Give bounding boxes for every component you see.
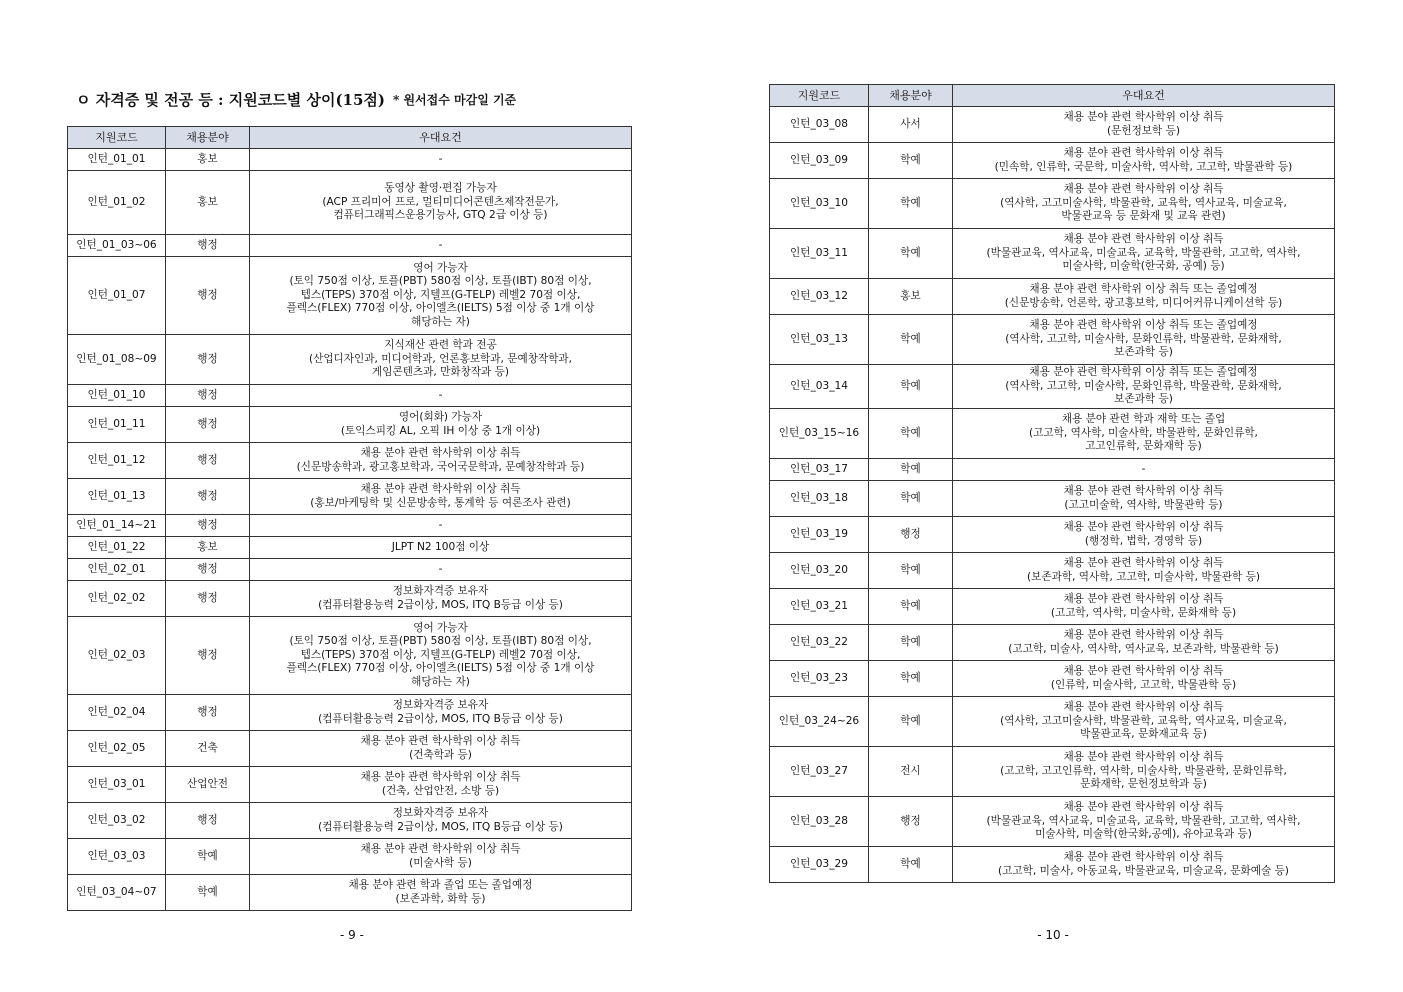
row-code: 인턴_03_12	[770, 279, 869, 315]
row-requirements: 정보화자격증 보유자 (컴퓨터활용능력 2급이상, MOS, ITQ B등급 이상 등)	[250, 695, 632, 731]
table-row	[770, 279, 1335, 315]
row-code: 인턴_01_14~21	[68, 515, 166, 537]
table-row	[770, 797, 1335, 847]
table-row	[770, 553, 1335, 589]
table-row	[770, 481, 1335, 517]
table-row	[68, 335, 632, 385]
row-field: 행정	[166, 335, 250, 385]
row-requirements: -	[250, 385, 632, 407]
table-row	[770, 747, 1335, 797]
row-code: 인턴_01_01	[68, 149, 166, 171]
row-code: 인턴_01_10	[68, 385, 166, 407]
row-requirements: 정보화자격증 보유자 (컴퓨터활용능력 2급이상, MOS, ITQ B등급 이상 등)	[250, 803, 632, 839]
row-field: 행정	[166, 443, 250, 479]
row-requirements: JLPT N2 100점 이상	[250, 537, 632, 559]
table-row	[770, 143, 1335, 179]
table-row	[770, 315, 1335, 365]
row-field: 행정	[166, 803, 250, 839]
row-field: 학예	[869, 409, 953, 459]
table-row	[68, 407, 632, 443]
row-field: 학예	[869, 315, 953, 365]
row-requirements: 채용 분야 관련 학사학위 이상 취득 (고고학, 미술사, 아동교육, 박물관교육, 미술교육, 문화예술 등)	[953, 847, 1335, 883]
row-requirements: 채용 분야 관련 학사학위 이상 취득 또는 졸업예정 (신문방송학, 언론학, 광고홍보학, 미디어커뮤니케이션학 등)	[953, 279, 1335, 315]
page-10	[701, 0, 1403, 992]
header-requirements: 우대요건	[250, 127, 632, 149]
row-requirements: 채용 분야 관련 학사학위 이상 취득 (박물관교육, 역사교육, 미술교육, 교육학, 박물관학, 고고학, 역사학, 미술사학, 미술학(한국화, 공예) 등)	[953, 229, 1335, 279]
row-requirements: 채용 분야 관련 학사학위 이상 취득 (인류학, 미술사학, 고고학, 박물관학 등)	[953, 661, 1335, 697]
row-field: 행정	[869, 517, 953, 553]
table-row	[68, 581, 632, 617]
row-requirements: 채용 분야 관련 학사학위 이상 취득 (건축학과 등)	[250, 731, 632, 767]
row-code: 인턴_03_04~07	[68, 875, 166, 911]
row-requirements: 채용 분야 관련 학사학위 이상 취득 또는 졸업예정 (역사학, 고고학, 미술사학, 문화인류학, 박물관학, 문화재학, 보존과학 등)	[953, 365, 1335, 409]
header-field: 채용분야	[166, 127, 250, 149]
row-code: 인턴_03_03	[68, 839, 166, 875]
table-row	[68, 479, 632, 515]
row-code: 인턴_03_29	[770, 847, 869, 883]
table-row	[68, 235, 632, 257]
row-field: 학예	[166, 875, 250, 911]
table-row	[770, 409, 1335, 459]
row-field: 학예	[869, 625, 953, 661]
table-row	[68, 839, 632, 875]
preference-table-right	[769, 84, 1335, 883]
row-requirements: 채용 분야 관련 학사학위 이상 취득 (역사학, 고고미술사학, 박물관학, 교육학, 역사교육, 미술교육, 박물관교육, 문화재교육 등)	[953, 697, 1335, 747]
table-row	[770, 365, 1335, 409]
row-code: 인턴_01_22	[68, 537, 166, 559]
row-field: 행정	[166, 695, 250, 731]
table-row	[68, 149, 632, 171]
row-requirements: 채용 분야 관련 학사학위 이상 취득 (고고학, 미술사, 역사학, 역사교육, 보존과학, 박물관학 등)	[953, 625, 1335, 661]
row-code: 인턴_03_24~26	[770, 697, 869, 747]
row-requirements: 채용 분야 관련 학사학위 이상 취득 (고고학, 고고인류학, 역사학, 미술사학, 박물관학, 문화인류학, 문화재학, 문헌정보학과 등)	[953, 747, 1335, 797]
row-requirements: 채용 분야 관련 학사학위 이상 취득 (홍보/마케팅학 및 신문방송학, 통계학 등 여론조사 관련)	[250, 479, 632, 515]
row-requirements: 채용 분야 관련 학사학위 이상 취득 (역사학, 고고미술사학, 박물관학, 교육학, 역사교육, 미술교육, 박물관교육 등 문화재 및 교육 관련)	[953, 179, 1335, 229]
row-requirements: 동영상 촬영·편집 가능자 (ACP 프리미어 프로, 멀티미디어콘텐츠제작전문가, 컴퓨터그래픽스운용기능사, GTQ 2급 이상 등)	[250, 171, 632, 235]
table-row	[68, 171, 632, 235]
row-requirements: 채용 분야 관련 학과 재학 또는 졸업 (고고학, 역사학, 미술사학, 박물관학, 문화인류학, 고고인류학, 문화재학 등)	[953, 409, 1335, 459]
row-requirements: 지식재산 관련 학과 전공 (산업디자인과, 미디어학과, 언론홍보학과, 문예창작학과, 게임콘텐츠과, 만화창작과 등)	[250, 335, 632, 385]
row-requirements: 채용 분야 관련 학사학위 이상 취득 또는 졸업예정 (역사학, 고고학, 미술사학, 문화인류학, 박물관학, 문화재학, 보존과학 등)	[953, 315, 1335, 365]
row-code: 인턴_01_08~09	[68, 335, 166, 385]
header-field: 채용분야	[869, 85, 953, 107]
row-requirements: 채용 분야 관련 학사학위 이상 취득 (보존과학, 역사학, 고고학, 미술사학, 박물관학 등)	[953, 553, 1335, 589]
table-row	[770, 517, 1335, 553]
table-row	[68, 443, 632, 479]
table-row	[770, 179, 1335, 229]
row-field: 행정	[166, 581, 250, 617]
row-code: 인턴_03_08	[770, 107, 869, 143]
row-requirements: 영어 가능자 (토익 750점 이상, 토플(PBT) 580점 이상, 토플(IBT) 80점 이상, 텝스(TEPS) 370점 이상, 지텔프(G-TELP) 레벨2 70점 이상, 플렉스(FLEX) 770점 이상, 아이엘츠(IELTS) 5점 이상 중 1개 이상 해당하는 자)	[250, 617, 632, 695]
preference-table-left	[67, 126, 632, 911]
row-field: 학예	[166, 839, 250, 875]
row-field: 학예	[869, 553, 953, 589]
row-field: 학예	[869, 847, 953, 883]
row-requirements: 영어(회화) 가능자 (토익스피킹 AL, 오픽 IH 이상 중 1개 이상)	[250, 407, 632, 443]
row-code: 인턴_03_22	[770, 625, 869, 661]
table-row	[770, 229, 1335, 279]
section-heading	[76, 86, 516, 112]
row-field: 행정	[166, 407, 250, 443]
table-row	[770, 589, 1335, 625]
table-header-row	[68, 127, 632, 149]
row-code: 인턴_01_03~06	[68, 235, 166, 257]
row-field: 학예	[869, 179, 953, 229]
row-field: 전시	[869, 747, 953, 797]
row-field: 건축	[166, 731, 250, 767]
page-number: - 9 -	[340, 928, 364, 942]
section-note: * 원서접수 마감일 기준	[393, 92, 517, 107]
page-number: - 10 -	[1037, 928, 1069, 942]
row-code: 인턴_03_11	[770, 229, 869, 279]
row-code: 인턴_03_19	[770, 517, 869, 553]
row-requirements: 정보화자격증 보유자 (컴퓨터활용능력 2급이상, MOS, ITQ B등급 이상 등)	[250, 581, 632, 617]
row-requirements: 채용 분야 관련 학과 졸업 또는 졸업예정 (보존과학, 화학 등)	[250, 875, 632, 911]
row-code: 인턴_03_17	[770, 459, 869, 481]
row-code: 인턴_03_01	[68, 767, 166, 803]
row-field: 학예	[869, 481, 953, 517]
table-row	[770, 107, 1335, 143]
table-row	[68, 515, 632, 537]
row-code: 인턴_02_04	[68, 695, 166, 731]
row-field: 행정	[166, 385, 250, 407]
row-requirements: 영어 가능자 (토익 750점 이상, 토플(PBT) 580점 이상, 토플(IBT) 80점 이상, 텝스(TEPS) 370점 이상, 지텔프(G-TELP) 레벨2 70점 이상, 플렉스(FLEX) 770점 이상, 아이엘츠(IELTS) 5점 이상 중 1개 이상 해당하는 자)	[250, 257, 632, 335]
row-requirements: 채용 분야 관련 학사학위 이상 취득 (고고학, 역사학, 미술사학, 문화재학 등)	[953, 589, 1335, 625]
row-code: 인턴_02_02	[68, 581, 166, 617]
table-row	[770, 661, 1335, 697]
row-field: 행정	[166, 235, 250, 257]
table-row	[770, 625, 1335, 661]
section-title: ㅇ 자격증 및 전공 등 : 지원코드별 상이(15점)	[76, 90, 386, 109]
row-code: 인턴_02_01	[68, 559, 166, 581]
table-row	[68, 731, 632, 767]
row-requirements: -	[250, 515, 632, 537]
row-code: 인턴_03_10	[770, 179, 869, 229]
row-code: 인턴_01_11	[68, 407, 166, 443]
row-code: 인턴_01_07	[68, 257, 166, 335]
row-field: 홍보	[166, 537, 250, 559]
row-requirements: 채용 분야 관련 학사학위 이상 취득 (민속학, 인류학, 국문학, 미술사학, 역사학, 고고학, 박물관학 등)	[953, 143, 1335, 179]
row-code: 인턴_03_23	[770, 661, 869, 697]
row-code: 인턴_03_21	[770, 589, 869, 625]
row-requirements: 채용 분야 관련 학사학위 이상 취득 (신문방송학과, 광고홍보학과, 국어국문학과, 문예창작학과 등)	[250, 443, 632, 479]
page-9	[0, 0, 701, 992]
header-code: 지원코드	[770, 85, 869, 107]
table-row	[68, 767, 632, 803]
row-code: 인턴_02_03	[68, 617, 166, 695]
row-field: 학예	[869, 661, 953, 697]
row-field: 학예	[869, 459, 953, 481]
row-field: 학예	[869, 589, 953, 625]
table-row	[68, 559, 632, 581]
row-requirements: -	[250, 149, 632, 171]
row-requirements: -	[250, 559, 632, 581]
row-code: 인턴_03_27	[770, 747, 869, 797]
row-requirements: -	[953, 459, 1335, 481]
row-field: 사서	[869, 107, 953, 143]
table-row	[68, 875, 632, 911]
row-requirements: -	[250, 235, 632, 257]
row-requirements: 채용 분야 관련 학사학위 이상 취득 (건축, 산업안전, 소방 등)	[250, 767, 632, 803]
row-field: 홍보	[869, 279, 953, 315]
row-code: 인턴_01_13	[68, 479, 166, 515]
row-field: 학예	[869, 143, 953, 179]
row-field: 행정	[166, 257, 250, 335]
header-code: 지원코드	[68, 127, 166, 149]
table-row	[68, 537, 632, 559]
row-code: 인턴_03_13	[770, 315, 869, 365]
table-row	[68, 257, 632, 335]
row-requirements: 채용 분야 관련 학사학위 이상 취득 (박물관교육, 역사교육, 미술교육, 교육학, 박물관학, 고고학, 역사학, 미술사학, 미술학(한국화,공예), 유아교육과 등)	[953, 797, 1335, 847]
table-row	[770, 847, 1335, 883]
row-field: 학예	[869, 697, 953, 747]
row-field: 산업안전	[166, 767, 250, 803]
table-header-row	[770, 85, 1335, 107]
row-field: 행정	[166, 515, 250, 537]
row-requirements: 채용 분야 관련 학사학위 이상 취득 (행정학, 법학, 경영학 등)	[953, 517, 1335, 553]
row-field: 행정	[166, 479, 250, 515]
row-field: 학예	[869, 229, 953, 279]
row-code: 인턴_03_28	[770, 797, 869, 847]
row-code: 인턴_01_02	[68, 171, 166, 235]
row-requirements: 채용 분야 관련 학사학위 이상 취득 (문헌정보학 등)	[953, 107, 1335, 143]
row-requirements: 채용 분야 관련 학사학위 이상 취득 (고고미술학, 역사학, 박물관학 등)	[953, 481, 1335, 517]
row-field: 홍보	[166, 171, 250, 235]
row-field: 행정	[166, 617, 250, 695]
row-code: 인턴_03_14	[770, 365, 869, 409]
row-code: 인턴_01_12	[68, 443, 166, 479]
row-code: 인턴_03_09	[770, 143, 869, 179]
row-code: 인턴_03_18	[770, 481, 869, 517]
table-row	[68, 385, 632, 407]
row-code: 인턴_03_20	[770, 553, 869, 589]
table-row	[770, 697, 1335, 747]
row-field: 학예	[869, 365, 953, 409]
row-code: 인턴_03_15~16	[770, 409, 869, 459]
row-code: 인턴_02_05	[68, 731, 166, 767]
row-field: 홍보	[166, 149, 250, 171]
row-field: 행정	[166, 559, 250, 581]
table-row	[770, 459, 1335, 481]
header-requirements: 우대요건	[953, 85, 1335, 107]
table-row	[68, 695, 632, 731]
row-field: 행정	[869, 797, 953, 847]
table-row	[68, 617, 632, 695]
table-row	[68, 803, 632, 839]
row-requirements: 채용 분야 관련 학사학위 이상 취득 (미술사학 등)	[250, 839, 632, 875]
row-code: 인턴_03_02	[68, 803, 166, 839]
